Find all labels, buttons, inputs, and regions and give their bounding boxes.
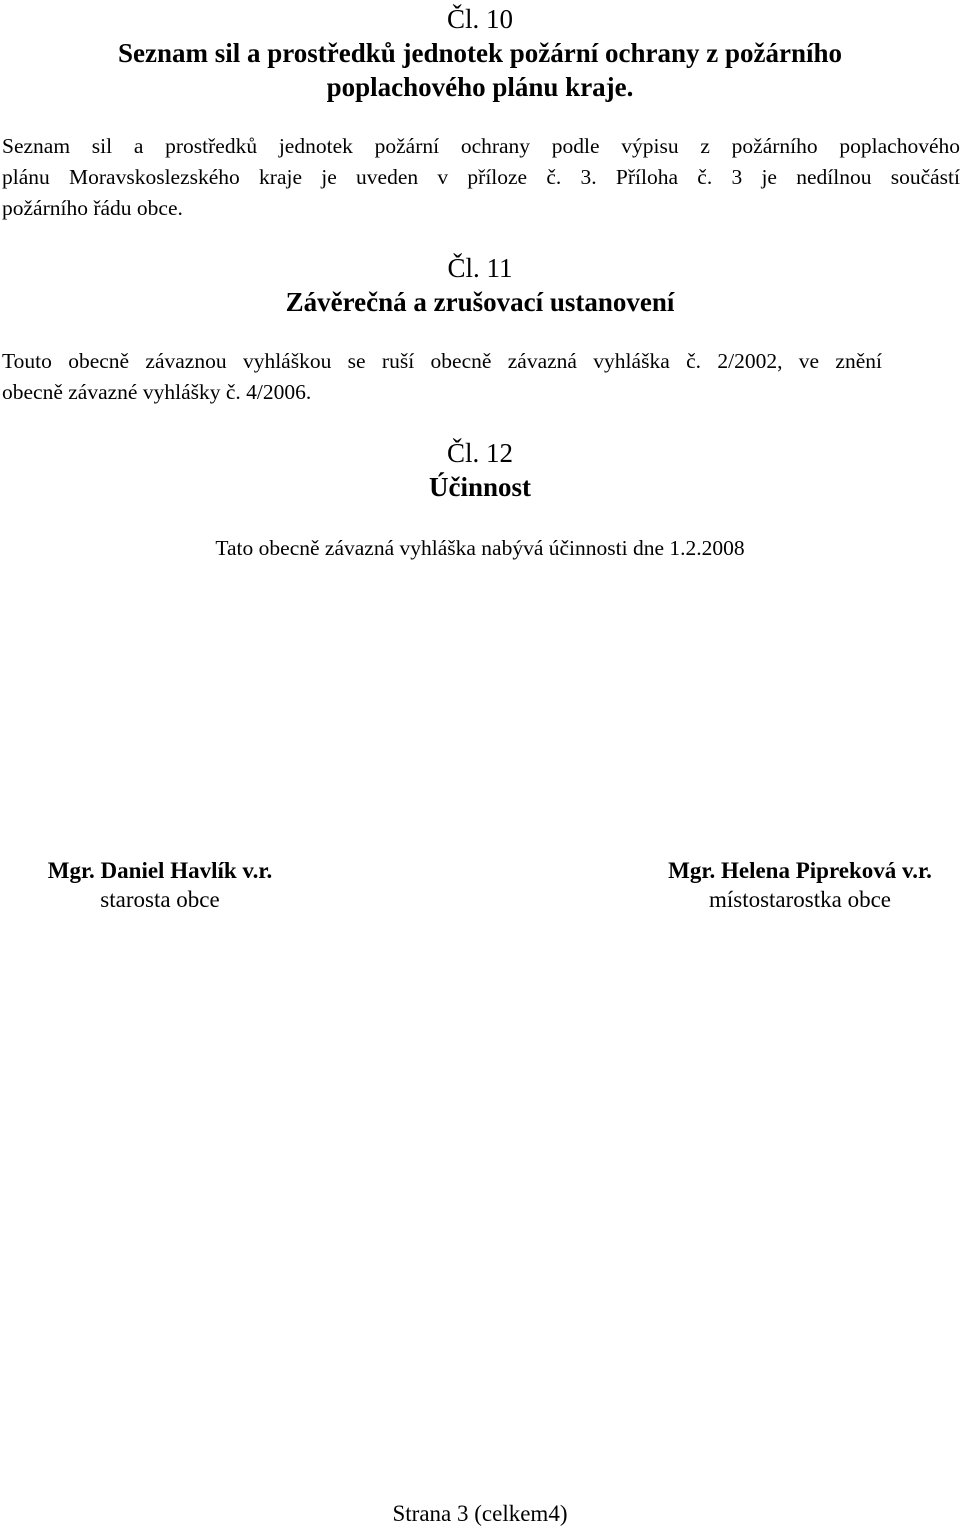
- signature-right: [640, 856, 960, 914]
- article-10-body-line-1: Seznam sil a prostředků jednotek požární ochrany podle výpisu z požárního poplachového: [2, 134, 960, 158]
- signature-left: [10, 856, 310, 914]
- article-10-body-line-3: požárního řádu obce.: [2, 196, 183, 220]
- article-10-body-line-2: plánu Moravskoslezského kraje je uveden v příloze č. 3. Příloha č. 3 je nedílnou součástí: [2, 165, 960, 189]
- article-10-title-line-1: Seznam sil a prostředků jednotek požární ochrany z požárního: [117, 38, 843, 68]
- article-11-number: Čl. 11: [447, 253, 513, 283]
- article-11-title: Závěrečná a zrušovací ustanovení: [285, 287, 675, 317]
- article-10-body: [2, 131, 960, 224]
- article-10-number: Čl. 10: [446, 4, 513, 34]
- article-12-title: Účinnost: [428, 472, 531, 502]
- page-footer: Strana 3 (celkem4): [392, 1501, 568, 1526]
- signature-right-role: místostarostka obce: [708, 887, 892, 912]
- article-11-body-line-1: Touto obecně závaznou vyhláškou se ruší obecně závazná vyhláška č. 2/2002, ve znění: [2, 349, 882, 373]
- article-12-number: Čl. 12: [446, 438, 513, 468]
- signature-left-role: starosta obce: [100, 887, 220, 912]
- article-11-body-line-2: obecně závazné vyhlášky č. 4/2006.: [2, 380, 312, 404]
- signature-right-name: Mgr. Helena Pipreková v.r.: [668, 858, 932, 883]
- article-12-body: Tato obecně závazná vyhláška nabývá účinnosti dne 1.2.2008: [215, 536, 745, 560]
- article-11-body: [2, 346, 882, 408]
- article-10-title-line-2: poplachového plánu kraje.: [326, 72, 634, 102]
- signature-left-name: Mgr. Daniel Havlík v.r.: [47, 858, 273, 883]
